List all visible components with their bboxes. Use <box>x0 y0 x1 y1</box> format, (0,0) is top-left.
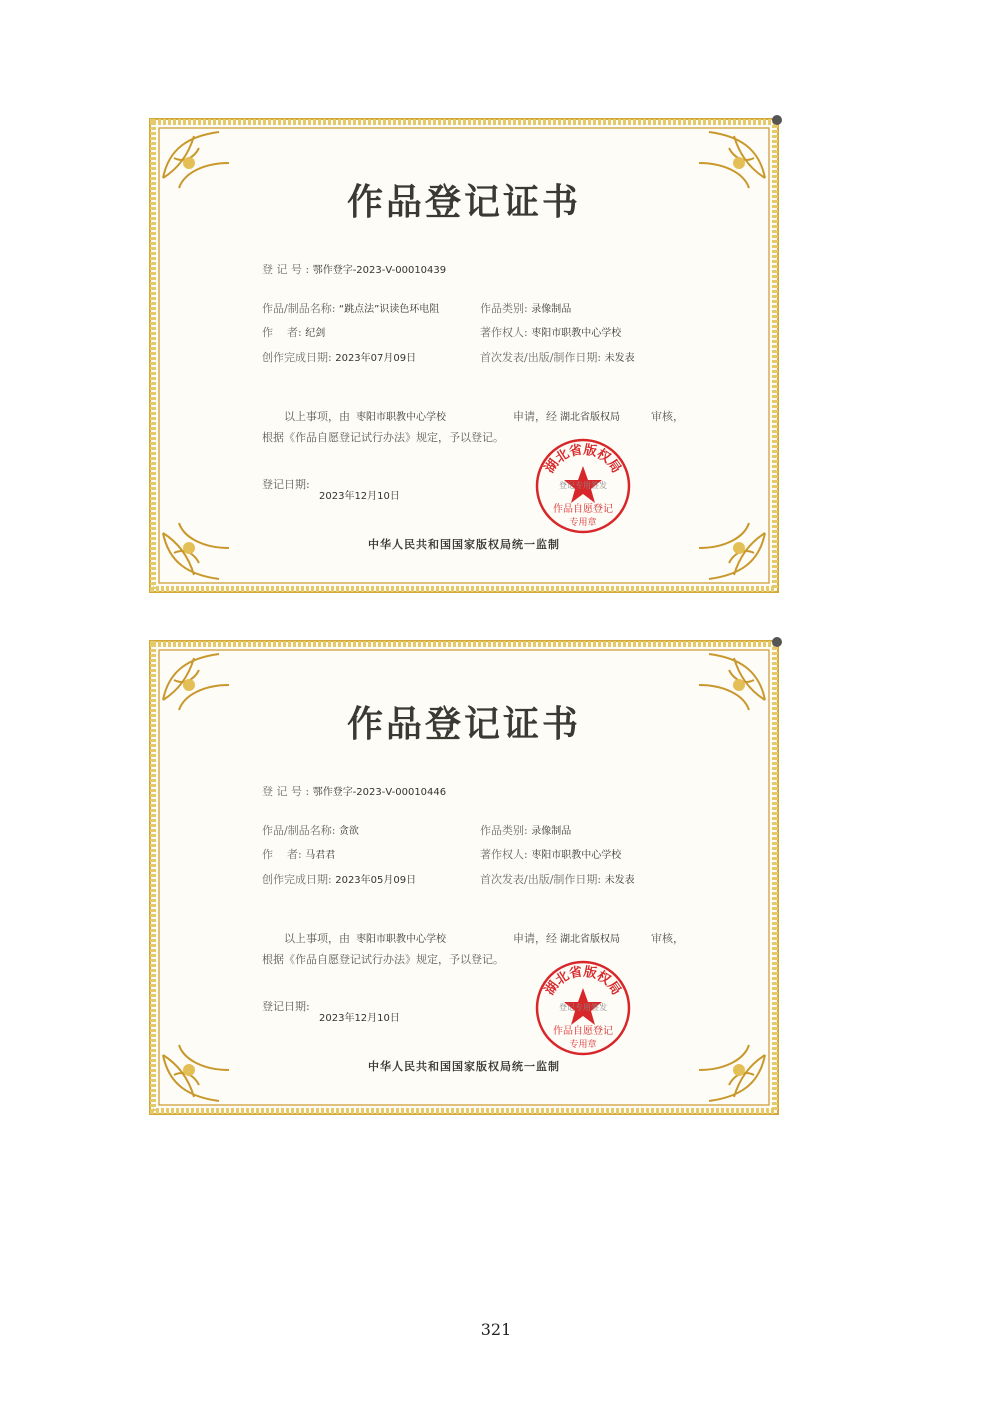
seal-line-1: 作品自愿登记 <box>553 1026 613 1037</box>
registration-number <box>262 261 446 277</box>
completion-date <box>262 871 416 887</box>
applicant <box>356 930 446 945</box>
registration-number <box>262 783 446 799</box>
applicant-value: 枣阳市职教中心学校 <box>356 934 446 945</box>
completion-label: 创作完成日期: <box>262 351 332 364</box>
work-name-label: 作品/制品名称: <box>262 302 336 315</box>
bureau-value: 湖北省版权局 <box>560 934 620 945</box>
reg-no-label: 登 记 号 : <box>262 785 310 798</box>
supervise-text: 中华人民共和国国家版权局统一监制 <box>368 538 560 551</box>
completion-value: 2023年05月09日 <box>335 875 417 886</box>
work-category <box>480 822 571 838</box>
apply-text: 申请，经 <box>513 410 557 423</box>
supervise-text: 中华人民共和国国家版权局统一监制 <box>368 1060 560 1073</box>
seal-top-text: 湖北省版权局 <box>542 442 624 477</box>
publish-value: 未发表 <box>604 875 635 886</box>
owner-value: 枣阳市职教中心学校 <box>531 328 622 339</box>
seal-top-text: 湖北省版权局 <box>542 964 624 999</box>
work-name-value: 贪欲 <box>338 826 359 837</box>
certificate-title: 作品登记证书 <box>346 181 581 223</box>
work-name-value: “跳点法”识读色环电阻 <box>338 304 440 315</box>
category-label: 作品类别: <box>480 302 528 315</box>
basis-text: 根据《作品自愿登记试行办法》规定，予以登记。 <box>262 431 504 444</box>
applicant <box>356 408 446 423</box>
copyright-owner <box>480 324 621 340</box>
reg-no-value: 鄂作登字-2023-V-00010439 <box>312 265 447 276</box>
reg-date-label: 登记日期: <box>262 478 310 491</box>
work-name <box>262 300 439 316</box>
seal-line-2: 专用章 <box>569 518 597 528</box>
work-name <box>262 822 359 838</box>
completion-value: 2023年07月09日 <box>335 353 417 364</box>
certificate-2 <box>149 640 779 1115</box>
completion-label: 创作完成日期: <box>262 873 332 886</box>
reg-date <box>319 487 400 502</box>
owner-value: 枣阳市职教中心学校 <box>531 850 622 861</box>
author <box>262 324 325 340</box>
publish-label: 首次发表/出版/制作日期: <box>480 351 602 364</box>
reg-date-value: 2023年12月10日 <box>319 1013 400 1024</box>
seal-line-2: 专用章 <box>569 1040 597 1050</box>
bureau-value: 湖北省版权局 <box>560 412 620 423</box>
author-label: 作 者: <box>262 848 302 861</box>
bureau <box>560 408 620 423</box>
certificate-title: 作品登记证书 <box>346 703 581 745</box>
publish-date <box>480 349 635 365</box>
reg-date-label: 登记日期: <box>262 1000 310 1013</box>
reg-date-value: 2023年12月10日 <box>319 491 400 502</box>
close-icon <box>772 637 782 647</box>
completion-date <box>262 349 416 365</box>
matters-text: 以上事项，由 <box>284 410 350 423</box>
page-number: 321 <box>480 1320 512 1339</box>
review-text: 审核， <box>651 932 684 945</box>
review-text: 审核， <box>651 410 684 423</box>
seal-middle-text: 登记专用签发 <box>559 1003 607 1012</box>
work-name-label: 作品/制品名称: <box>262 824 336 837</box>
close-icon <box>772 115 782 125</box>
author-value: 纪剑 <box>305 328 326 339</box>
official-seal <box>533 958 633 1058</box>
basis-text: 根据《作品自愿登记试行办法》规定，予以登记。 <box>262 953 504 966</box>
applicant-value: 枣阳市职教中心学校 <box>356 412 446 423</box>
publish-value: 未发表 <box>604 353 635 364</box>
publish-label: 首次发表/出版/制作日期: <box>480 873 602 886</box>
category-label: 作品类别: <box>480 824 528 837</box>
category-value: 录像制品 <box>531 826 572 837</box>
owner-label: 著作权人: <box>480 848 528 861</box>
owner-label: 著作权人: <box>480 326 528 339</box>
author-label: 作 者: <box>262 326 302 339</box>
seal-line-1: 作品自愿登记 <box>553 504 613 515</box>
reg-no-value: 鄂作登字-2023-V-00010446 <box>312 787 447 798</box>
reg-no-label: 登 记 号 : <box>262 263 310 276</box>
apply-text: 申请，经 <box>513 932 557 945</box>
author-value: 马君君 <box>305 850 336 861</box>
category-value: 录像制品 <box>531 304 572 315</box>
seal-middle-text: 登记专用签发 <box>559 481 607 490</box>
bureau <box>560 930 620 945</box>
author <box>262 846 335 862</box>
official-seal <box>533 436 633 536</box>
copyright-owner <box>480 846 621 862</box>
certificate-1 <box>149 118 779 593</box>
matters-text: 以上事项，由 <box>284 932 350 945</box>
publish-date <box>480 871 635 887</box>
work-category <box>480 300 571 316</box>
reg-date <box>319 1009 400 1024</box>
